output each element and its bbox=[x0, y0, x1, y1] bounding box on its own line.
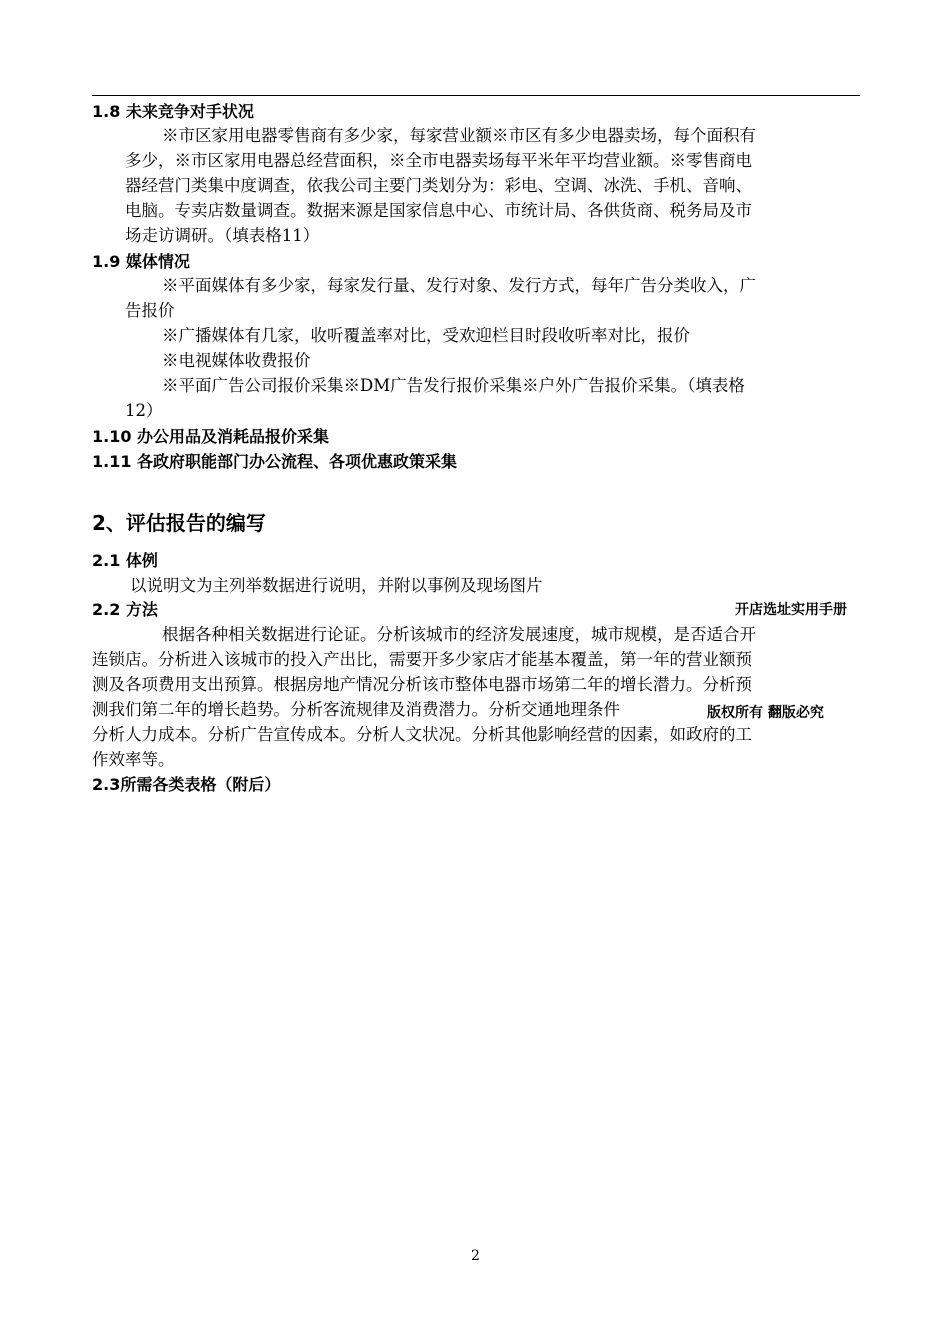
section-2-2-line: 连锁店。分析进入该城市的投入产出比，需要开多少家店才能基本覆盖，第一年的营业额预 bbox=[92, 650, 752, 669]
manual-title-note: 开店选址实用手册 bbox=[735, 599, 847, 619]
section-2-2-line: 根据各种相关数据进行论证。分析该城市的经济发展速度，城市规模，是否适合开 bbox=[162, 625, 756, 644]
page-number: 2 bbox=[471, 1248, 480, 1264]
section-1-8-line: 电脑。专卖店数量调查。数据来源是国家信息中心、市统计局、各供货商、税务局及市 bbox=[125, 201, 752, 220]
section-2-1-line: 以说明文为主列举数据进行说明，并附以事例及现场图片 bbox=[130, 576, 543, 595]
section-1-8-line: 场走访调研。（填表格11） bbox=[125, 226, 320, 245]
section-1-8-line: ※市区家用电器零售商有多少家，每家营业额※市区有多少电器卖场，每个面积有 bbox=[162, 126, 756, 145]
section-1-10-heading: 1.10 办公用品及消耗品报价采集 bbox=[92, 427, 330, 446]
section-2-2-line: 测及各项费用支出预算。根据房地产情况分析该市整体电器市场第二年的增长潜力。分析预 bbox=[92, 675, 752, 694]
section-1-9-line: ※平面媒体有多少家，每家发行量、发行对象、发行方式，每年广告分类收入，广 bbox=[162, 276, 756, 295]
section-2-2-line: 测我们第二年的增长趋势。分析客流规律及消费潜力。分析交通地理条件 bbox=[92, 700, 620, 719]
section-2-3-heading: 2.3所需各类表格（附后） bbox=[92, 775, 281, 794]
section-2-2-line: 分析人力成本。分析广告宣传成本。分析人文状况。分析其他影响经营的因素，如政府的工 bbox=[92, 725, 752, 744]
section-2-1-heading: 2.1 体例 bbox=[92, 551, 158, 570]
chapter-2-title: 2、评估报告的编写 bbox=[92, 511, 266, 535]
section-1-9-line: 12） bbox=[125, 401, 163, 420]
section-2-2-heading: 2.2 方法 bbox=[92, 600, 158, 619]
section-1-8-line: 器经营门类集中度调查，依我公司主要门类划分为：彩电、空调、冰洗、手机、音响、 bbox=[125, 176, 752, 195]
section-1-8-heading: 1.8 未来竞争对手状况 bbox=[92, 102, 254, 121]
header-rule bbox=[92, 95, 860, 96]
section-1-11-heading: 1.11 各政府职能部门办公流程、各项优惠政策采集 bbox=[92, 452, 458, 471]
copyright-note: 版权所有 翻版必究 bbox=[707, 702, 824, 722]
section-1-8-line: 多少，※市区家用电器总经营面积，※全市电器卖场每平米年平均营业额。※零售商电 bbox=[125, 151, 752, 170]
section-1-9-line: 告报价 bbox=[125, 301, 175, 320]
section-1-9-line: ※平面广告公司报价采集※DM广告发行报价采集※户外广告报价采集。（填表格 bbox=[162, 376, 745, 395]
section-1-9-line: ※电视媒体收费报价 bbox=[162, 351, 311, 370]
section-2-2-line: 作效率等。 bbox=[92, 750, 175, 769]
section-1-9-heading: 1.9 媒体情况 bbox=[92, 252, 190, 271]
section-1-9-line: ※广播媒体有几家，收听覆盖率对比，受欢迎栏目时段收听率对比，报价 bbox=[162, 326, 690, 345]
